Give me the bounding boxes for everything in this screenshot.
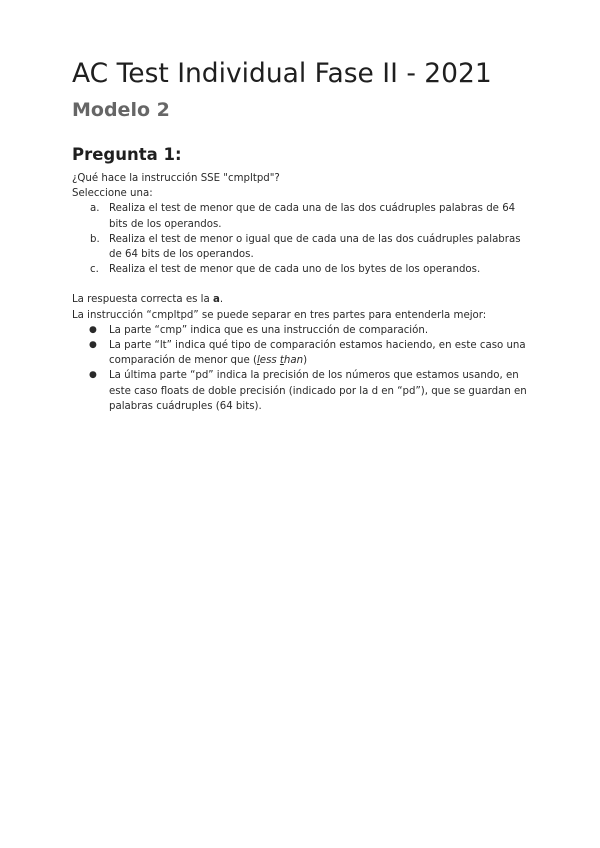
explanation-list bbox=[72, 323, 534, 414]
bullet-text: La parte “cmp” indica que es una instrucción de comparación. bbox=[109, 324, 429, 336]
select-prompt: Seleccione una: bbox=[72, 188, 153, 200]
option-text: Realiza el test de menor que de cada una de las dos cuádruples palabras de 64 bits de los operandos. bbox=[109, 203, 516, 230]
option-marker: b. bbox=[90, 233, 100, 245]
emphasis-l: l bbox=[256, 355, 260, 367]
question-body bbox=[72, 171, 534, 414]
bullet-text: La última parte “pd” indica la precisión de los números que estamos usando, en este caso floats de doble precisión (indicado por la d en “pd”), que se guardan en palabras cuádruples (64 bits). bbox=[109, 370, 527, 412]
document-title: AC Test Individual Fase II - 2021 bbox=[72, 58, 492, 89]
option-text: Realiza el test de menor o igual que de cada una de las dos cuádruples palabras de 64 bits de los operandos. bbox=[109, 233, 521, 261]
option-b bbox=[72, 232, 534, 262]
emphasis-ess: ess bbox=[259, 355, 280, 367]
bullet-text bbox=[109, 340, 526, 366]
explanation-item bbox=[72, 368, 534, 414]
bullet-icon: ● bbox=[89, 370, 97, 381]
option-a bbox=[72, 201, 534, 231]
answer-options bbox=[72, 201, 534, 277]
emphasis-han: han bbox=[283, 355, 304, 367]
option-c bbox=[72, 262, 534, 277]
bullet-text-suffix: ) bbox=[303, 355, 308, 367]
emphasis-t: t bbox=[279, 355, 284, 367]
question-text: ¿Qué hace la instrucción SSE "cmpltpd"? bbox=[72, 173, 280, 184]
answer-letter: a bbox=[212, 294, 220, 306]
explanation-intro: La instrucción “cmpltpd” se puede separar en tres partes para entenderla mejor: bbox=[72, 309, 487, 321]
option-marker: a. bbox=[90, 203, 100, 215]
bullet-text-prefix: La parte “lt” indica qué tipo de comparación estamos haciendo, en este caso una comparación de menor que ( bbox=[109, 340, 526, 367]
option-marker: c. bbox=[90, 264, 99, 276]
question-heading: Pregunta 1: bbox=[72, 145, 182, 164]
spacer bbox=[72, 277, 534, 292]
bullet-icon: ● bbox=[89, 340, 97, 351]
explanation-item bbox=[72, 323, 534, 338]
answer-prefix: La respuesta correcta es la bbox=[72, 294, 213, 306]
correct-answer bbox=[72, 292, 534, 307]
explanation-item bbox=[72, 338, 534, 368]
bullet-icon: ● bbox=[89, 324, 97, 335]
document-subtitle: Modelo 2 bbox=[72, 99, 170, 121]
option-text: Realiza el test de menor que de cada uno de los bytes de los operandos. bbox=[109, 264, 481, 276]
answer-suffix: . bbox=[219, 294, 224, 306]
